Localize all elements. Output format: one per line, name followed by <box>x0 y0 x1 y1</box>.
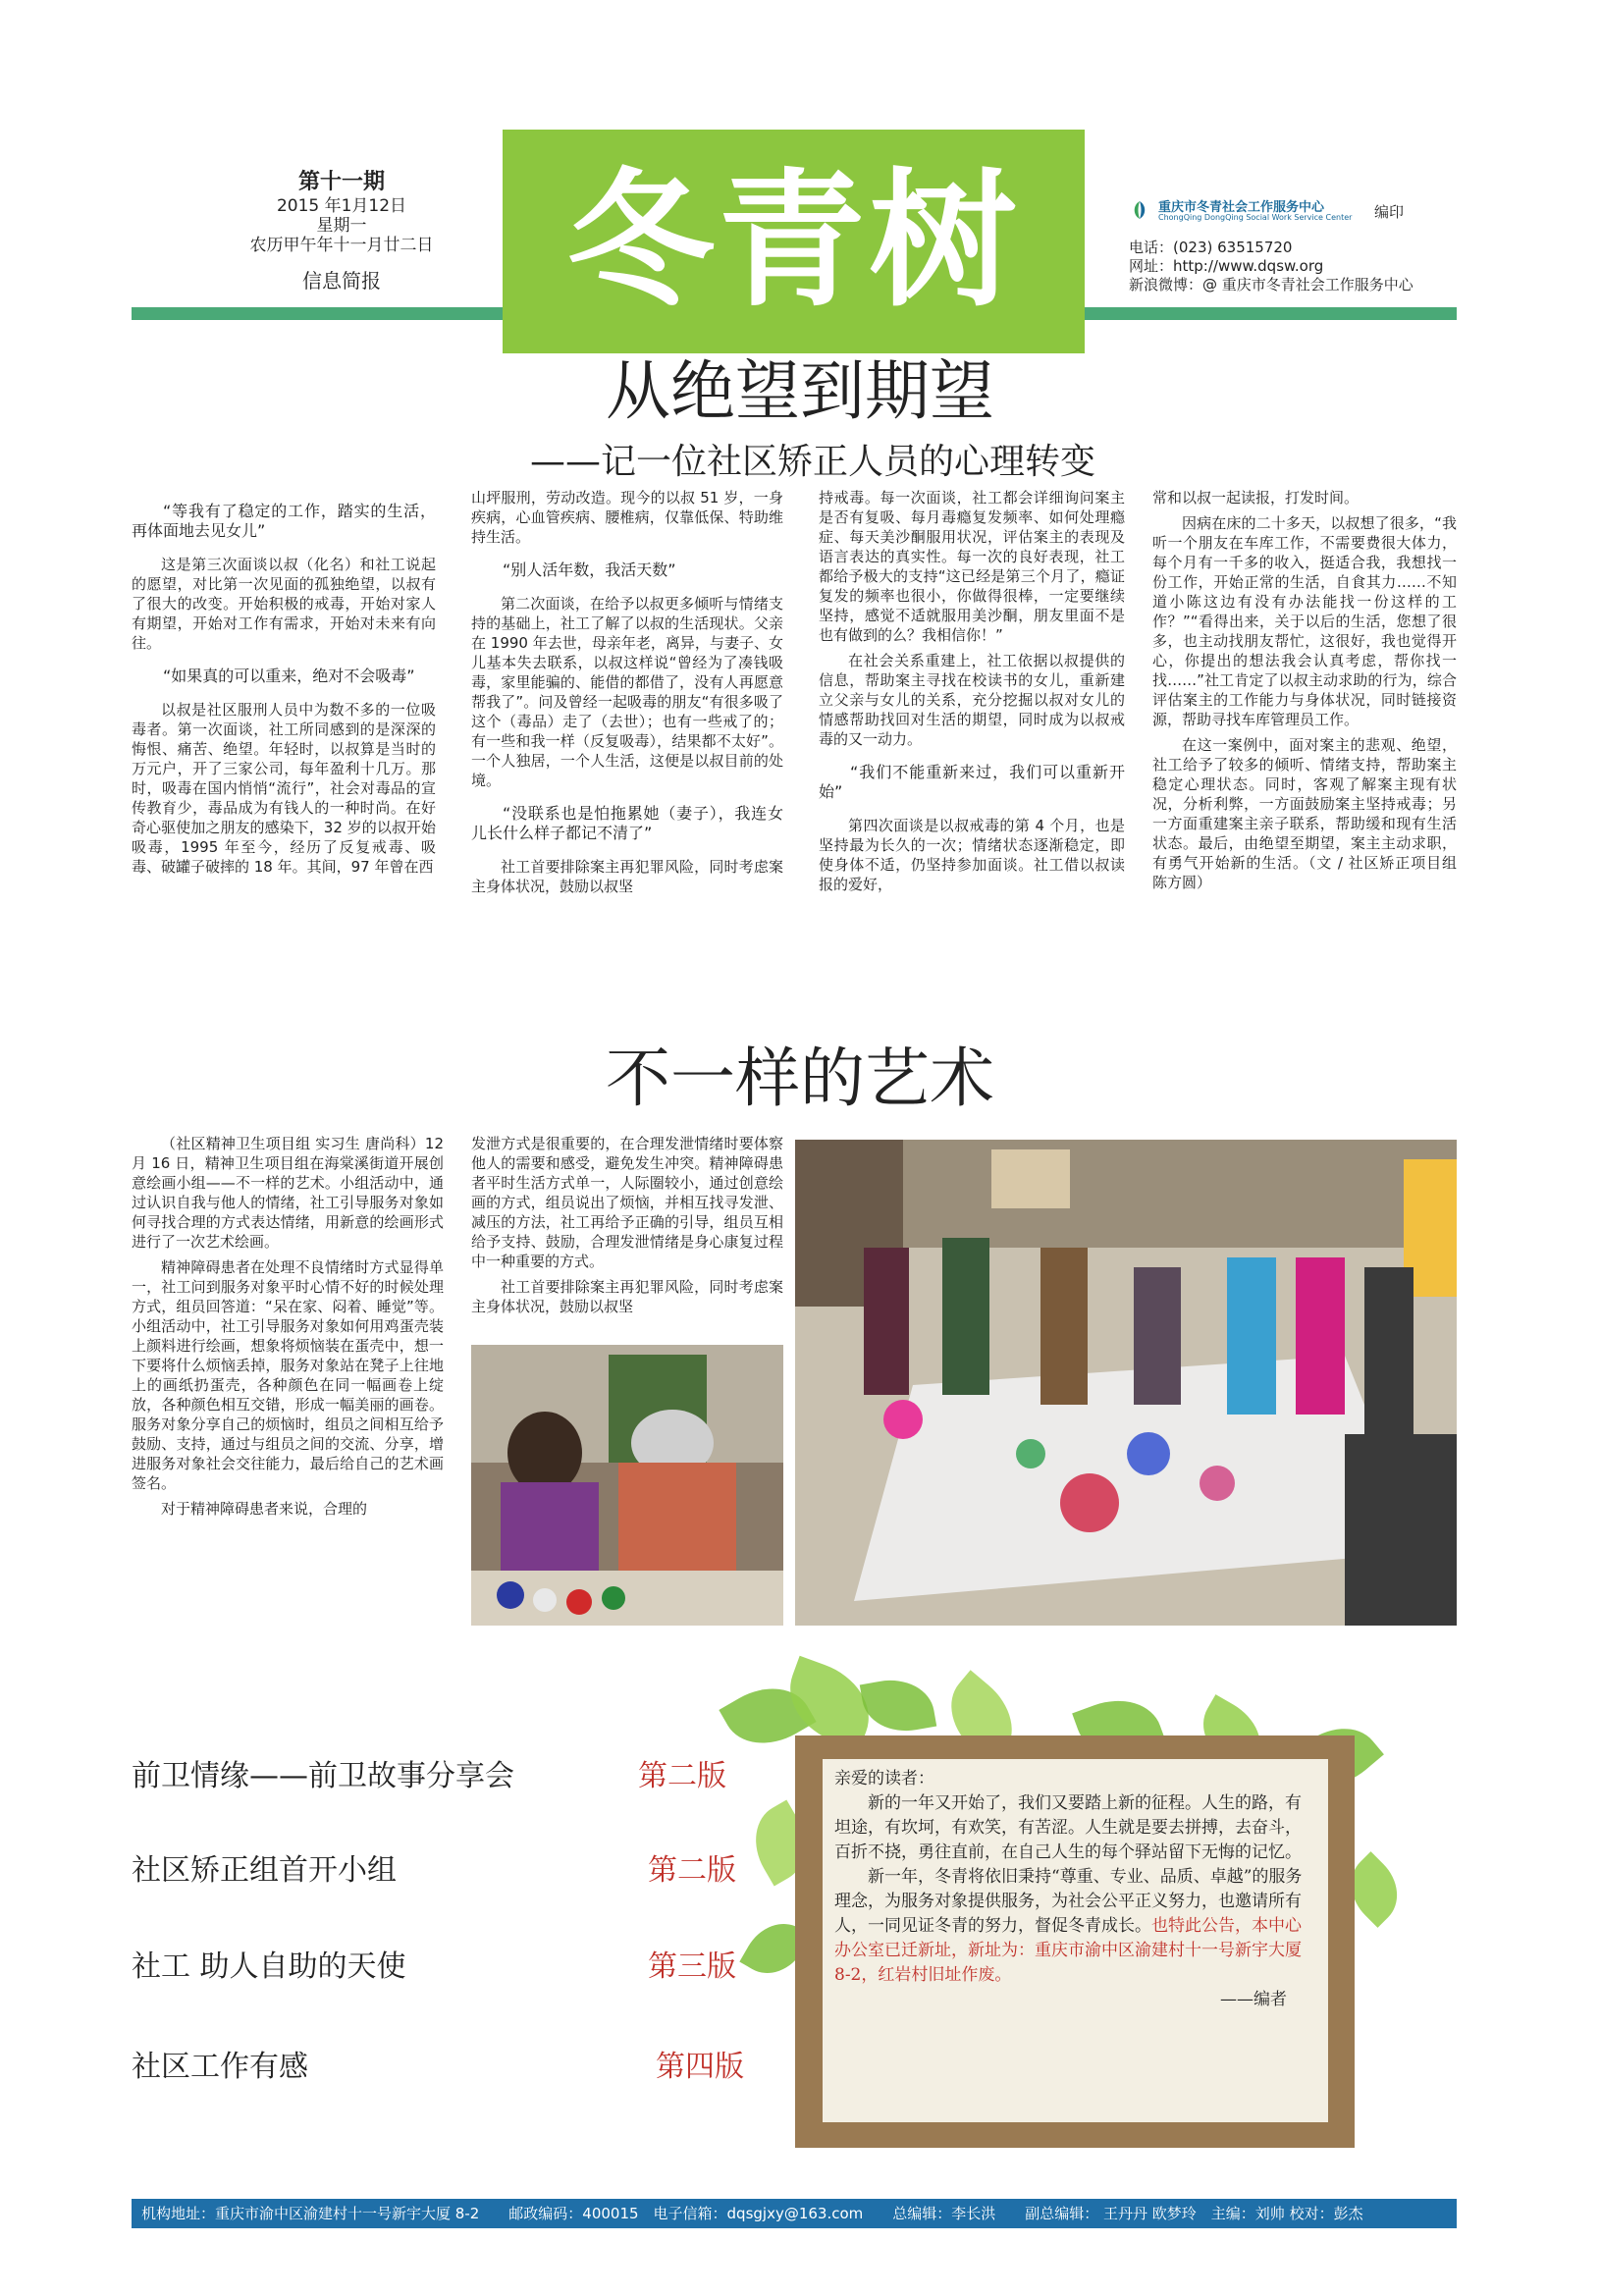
article2-title: 不一样的艺术 <box>606 1041 994 1116</box>
quote: “我们不能重新来过，我们可以重新开始” <box>819 763 1125 801</box>
issue-number: 第十一期 <box>297 170 385 194</box>
article2-col2 <box>471 1134 783 1322</box>
quote: “如果真的可以重来，绝对不会吸毒” <box>163 667 415 685</box>
quote: “等我有了稳定的工作，踏实的生活，再体面地去见女儿” <box>132 502 436 540</box>
article1-title: 从绝望到期望 <box>606 353 994 429</box>
contact-block <box>1129 239 1413 294</box>
toc-title-3[interactable]: 社工 助人自助的天使 <box>132 1949 406 1984</box>
paragraph: 以叔是社区服刑人员中为数不多的一位吸毒者。第一次面谈，社工所同感到的是深深的悔恨、痛苦、绝望。年轻时，以叔算是当时的万元户，开了三家公司，每年盈利十几万。那时，吸毒在国内悄悄“流行”，社会对毒品的宣传教育少，毒品成为有钱人的一种时尚。在好奇心驱使加之朋友的感染下，32 岁的以叔开始吸毒，1995 年至今，经历了反复戒毒、吸毒、破罐子破摔的 18 年。其间，97 年曾在西 <box>132 701 436 876</box>
paragraph: 精神障碍患者在处理不良情绪时方式显得单一，社工问到服务对象平时心情不好的时候处理方式，组员回答道：“呆在家、闷着、睡觉”等。小组活动中，社工引导服务对象如何用鸡蛋壳装上颜料进行绘画，想象将烦恼装在蛋壳中，想一下要将什么烦恼丢掉，服务对象站在凳子上往地上的画纸扔蛋壳，各种颜色在同一幅画卷上绽放，各种颜色相互交错，形成一幅美丽的画卷。服务对象分享自己的烦恼时，组员之间相互给予鼓励、支持，通过与组员之间的交流、分享，增进服务对象社会交往能力，最后给自己的艺术画签名。 <box>132 1258 444 1492</box>
article1-col1 <box>132 488 436 882</box>
letter-signature: ——编者 <box>1220 1990 1287 2009</box>
footer-bar: 机构地址：重庆市渝中区渝建村十一号新宇大厦 8-2 邮政编码：400015 电子信箱：dqsgjxy@163.com 总编辑：李长洪 副总编辑： 王丹丹 欧梦玲 主编：刘帅 校对：彭杰 <box>132 2199 1457 2228</box>
paragraph: 山坪服刑，劳动改造。现今的以叔 51 岁，一身疾病，心血管疾病、腰椎病，仅靠低保、特助维持生活。 <box>471 489 783 546</box>
article1-subtitle: ——记一位社区矫正人员的心理转变 <box>530 442 1096 482</box>
letter-paragraph: 新的一年又开始了，我们又要踏上新的征程。人生的路，有坦途，有坎坷，有欢笑，有苦涩。人生就是要去拼搏，去奋斗，百折不挠，勇往直前，在自己人生的每个驿站留下无悔的记忆。 <box>834 1793 1302 1862</box>
toc-title-4[interactable]: 社区工作有感 <box>132 2050 308 2084</box>
quote: “别人活年数，我活天数” <box>503 561 676 579</box>
article1-col4 <box>1152 488 1457 898</box>
date-info <box>214 196 469 255</box>
paragraph: （社区精神卫生项目组 实习生 唐尚科）12 月 16 日，精神卫生项目组在海棠溪街道开展创意绘画小组——不一样的艺术。小组活动中，通过认识自我与他人的情绪，社工引导服务对象如何寻找合理的方式表达情绪，用新意的绘画形式进行了一次艺术绘画。 <box>132 1135 444 1251</box>
paragraph: 第二次面谈，在给予以叔更多倾听与情绪支持的基础上，社工了解了以叔的生活现状。父亲在 1990 年去世，母亲年老，离异，与妻子、女儿基本失去联系，以叔这样说“曾经为了凑钱吸毒，家里能骗的、能借的都借了，没有人再愿意帮我了”。问及曾经一起吸毒的朋友“有很多吸了这个（毒品）走了（去世）；也有一些戒了的；有一些和我一样（反复吸毒），结果都不太好”。一个人独居，一个人生活，这便是以叔目前的处境。 <box>471 595 783 789</box>
paragraph: 社工首要排除案主再犯罪风险，同时考虑案主身体状况，鼓励以叔坚 <box>471 858 783 895</box>
paragraph: 常和以叔一起读报，打发时间。 <box>1152 489 1360 507</box>
paragraph: 持戒毒。每一次面谈，社工都会详细询问案主是否有复吸、每月毒瘾复发频率、如何处理瘾症、每天美沙酮服用状况，评估案主的表现及语言表达的真实性。每一次的良好表现，社工都给予极大的支持“这已经是第三个月了，瘾证复发的频率也很小，你做得很棒，一定要继续坚持，感觉不适就服用美沙酮，朋友里面不是也有做到的么？我相信你！” <box>819 489 1125 644</box>
toc-page-3[interactable]: 第三版 <box>648 1949 736 1984</box>
paragraph: 这是第三次面谈以叔（化名）和社工说起的愿望，对比第一次见面的孤独绝望，以叔有了很大的改变。开始积极的戒毒，开始对家人有期望，开始对工作有需求，开始对未来有向往。 <box>132 556 436 652</box>
article1-col3 <box>819 488 1125 900</box>
toc-title-2[interactable]: 社区矫正组首开小组 <box>132 1853 397 1888</box>
paragraph: 社工首要排除案主再犯罪风险，同时考虑案主身体状况，鼓励以叔坚 <box>471 1278 783 1315</box>
bianyin-label: 编印 <box>1374 203 1405 221</box>
phone: 电话：(023) 63515720 <box>1129 239 1293 256</box>
toc-title-1[interactable]: 前卫情缘——前卫故事分享会 <box>132 1759 514 1793</box>
letter-notice: 也特此公告，本中心办公室已迁新址，新址为：重庆市渝中区渝建村十一号新宇大厦 8-2，红岩村旧址作废。 <box>834 1916 1302 1985</box>
org-name: 重庆市冬青社会工作服务中心 <box>1158 200 1325 215</box>
letter-paper <box>823 1759 1328 2122</box>
toc-page-4[interactable]: 第四版 <box>656 2050 744 2084</box>
org-name-en: ChongQing DongQing Social Work Service Center <box>1158 213 1353 222</box>
paragraph: 在社会关系重建上，社工依据以叔提供的信息，帮助案主寻找在校读书的女儿，重新建立父亲与女儿的关系，充分挖掘以叔对女儿的情感帮助找回对生活的期望，同时成为以叔戒毒的又一动力。 <box>819 652 1125 748</box>
paragraph: 因病在床的二十多天，以叔想了很多，“我听一个朋友在车库工作，不需要费很大体力，每个月有一千多的收入，挺适合我，我想找一份工作，开始正常的生活，自食其力……不知道小陈这边有没有办法能找一份这样的工作？”“看得出来，关于以后的生活，您想了很多，也主动找朋友帮忙，这很好，我也觉得开心，你提出的想法我会认真考虑，帮你找一找……”社工肯定了以叔主动求助的行为，综合评估案主的工作能力与身体状况，同时链接资源，帮助寻找车库管理员工作。 <box>1152 514 1457 728</box>
paragraph: 发泄方式是很重要的，在合理发泄情绪时要体察他人的需要和感受，避免发生冲突。精神障碍患者平时生活方式单一，人际圈较小，通过创意绘画的方式，组员说出了烦恼，并相互找寻发泄、减压的方法，社工再给予正确的引导，组员互相给予支持、鼓励，合理发泄情绪是身心康复过程中一种重要的方式。 <box>471 1135 783 1270</box>
letter-greeting: 亲爱的读者： <box>834 1769 934 1789</box>
paragraph: 在这一案例中，面对案主的悲观、绝望，社工给予了较多的倾听、情绪支持，帮助案主稳定心理状态。同时，客观了解案主现有状况，分析利弊，一方面鼓励案主坚持戒毒；另一方面重建案主亲子联系，帮助缓和现有生活状态。最后，由绝望至期望，案主主动求职，有勇气开始新的生活。（文 / 社区矫正项目组 陈方圆） <box>1152 736 1457 891</box>
photo-egg-painting-activity <box>795 1140 1457 1626</box>
paragraph: 对于精神障碍患者来说，合理的 <box>161 1500 368 1518</box>
date: 2015 年1月12日 <box>276 196 407 216</box>
article2-col1 <box>132 1134 444 1524</box>
photo-painting-preparation <box>471 1345 783 1626</box>
toc-page-2[interactable]: 第二版 <box>648 1853 736 1888</box>
website-link[interactable]: 网址：http://www.dqsw.org <box>1129 257 1324 275</box>
weekday: 星期一 <box>316 216 367 236</box>
letter-text: 新一年，冬青将依旧秉持“尊重、专业、品质、卓越”的服务理念，为服务对象提供服务，为社会公平正义努力，也邀请所有人，一同见证冬青的努力，督促冬青成长。 <box>834 1867 1303 1936</box>
lunar-date: 农历甲午年十一月廿二日 <box>249 236 434 255</box>
paragraph: 第四次面谈是以叔戒毒的第 4 个月，也是坚持最为长久的一次；情绪状态逐渐稳定，即使身体不适，仍坚持参加面谈。社工借以叔读报的爱好， <box>819 817 1125 893</box>
letter-paragraph <box>834 1865 1316 1988</box>
bulletin-label: 信息简报 <box>302 269 381 293</box>
quote: “没联系也是怕拖累她（妻子），我连女儿长什么样子都记不清了” <box>471 804 783 842</box>
org-logo-icon <box>1129 199 1150 221</box>
article1-col2 <box>471 488 783 902</box>
toc-page-1[interactable]: 第二版 <box>638 1759 726 1793</box>
logo-text: 冬青树 <box>566 156 1021 327</box>
weibo: 新浪微博：@ 重庆市冬青社会工作服务中心 <box>1129 276 1413 294</box>
